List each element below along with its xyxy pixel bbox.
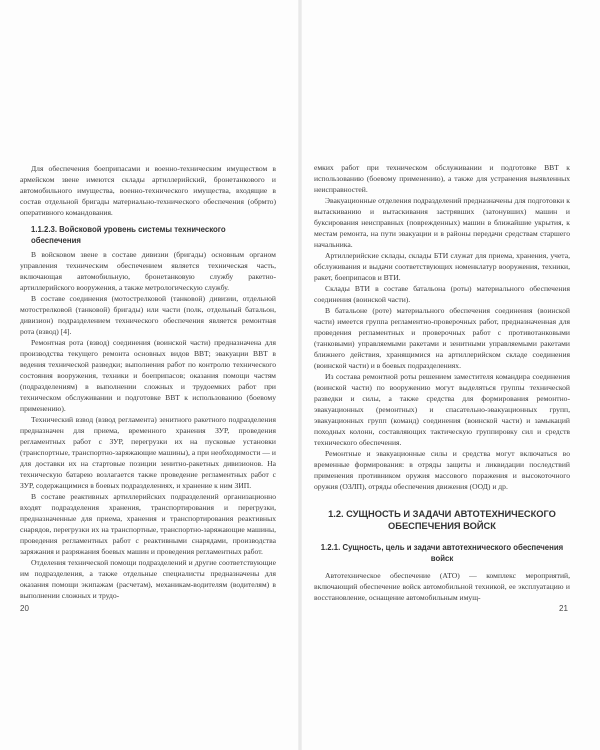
paragraph: Автотехническое обеспечение (АТО) — комплекс мероприятий, включающий обеспечение войск автомобильной техникой, ее эксплуатацию и восстановление, оснащение автомобильным имущ- (314, 571, 570, 602)
left-page-column (20, 163, 276, 601)
paragraph: Ремонтные и эвакуационные силы и средства могут включаться во временные формирования: в отряды защиты и ликвидации последствий применения противником оружия массового поражения и высокоточного оружия (ОЗЛП), отряды обеспечения движения (ООД) и др. (314, 449, 570, 491)
paragraph: Для обеспечения боеприпасами и военно-техническим имуществом в армейском звене имеются склады артиллерийский, бронетанкового и автомобильного имущества, военно-технического имущества, входящие в состав отдельной бригады материально-технического обеспечения (обрмто) оперативного командования. (20, 164, 276, 217)
page-number: 20 (20, 604, 29, 613)
book-gutter (298, 0, 302, 750)
page-number: 21 (559, 604, 568, 613)
paragraph: Склады ВТИ в составе батальона (роты) материального обеспечения соединения (воинской части). (314, 284, 570, 304)
paragraph: В батальоне (роте) материального обеспечения соединения (воинской части) имеется группа регламентно-проверочных работ, предназначенная для проведения регламентных и проверочных работ с противотанковыми (танковыми) управляемыми ракетами и зенитными управляемыми ракетами ближнего действия, хранящимися на артиллерийском складе соединения (воинской части) и в боевых подразделениях. (314, 306, 570, 370)
paragraph: емких работ при техническом обслуживании и подготовке ВВТ к использованию (боевому применению), а также для устранения выявленных неисправностей. (314, 163, 570, 194)
chapter-section-heading: 1.2. СУЩНОСТЬ И ЗАДАЧИ АВТОТЕХНИЧЕСКОГО ОБЕСПЕЧЕНИЯ ВОЙСК (328, 509, 556, 531)
paragraph: Ремонтная рота (взвод) соединения (воинской части) предназначена для производства текущего ремонта основных видов ВВТ; эвакуации ВВТ в ведения технической разведки; выполнения работ по контролю технического состояния вооружения, техники и боеприпасов; оказания помощи частям (подразделениям) в выполнении сложных и трудоемких работ при техническом обслуживании и подготовке ВВТ к использованию (боевому применению). (20, 338, 276, 413)
paragraph: В составе реактивных артиллерийских подразделений организационно входят подразделения хранения, транспортирования и перегрузки, предназначенные для приема, хранения и транспортирования реактивных снарядов, перегрузки их на транспортные, транспортно-заряжающие машины, проведения регламентных работ с реактивными снарядами, производства заряжания и разряжания боевых машин и проведения регламентных работ. (20, 492, 276, 556)
paragraph: Эвакуационные отделения подразделений предназначены для подготовки к вытаскиванию и вытаскивания застрявших (затонувших) машин и буксирования неисправных (поврежденных) машин в ближайшие укрытия, к местам ремонта, на пути эвакуации и в районы передачи средствам старшего начальника. (314, 196, 570, 249)
subsection-heading: 1.2.1. Сущность, цель и задачи автотехнического обеспечения войск (320, 543, 564, 563)
section-heading: 1.1.2.3. Войсковой уровень системы технического обеспечения (31, 225, 226, 245)
paragraph: Из состава ремонтной роты решением заместителя командира соединения (воинской части) по вооружению могут выделяться группы технической разведки и силы, а также средства для формирования ремонтно-эвакуационных (ремонтных) и спасательно-эвакуационных групп, эвакуационных групп (команд) соединения (воинской части) и замыкаций походных колонн, составляющих тактическую группировку сил и средств технического обеспечения. (314, 372, 570, 447)
paragraph: В составе соединения (мотострелковой (танковой) дивизии, отдельной мотострелковой (танковой) бригады) или части (полк, отдельный батальон, дивизион) подразделением технического обеспечения является ремонтная рота (взвод) [4]. (20, 294, 276, 336)
right-page-column (314, 162, 570, 603)
paragraph: Отделения технической помощи подразделений и другие соответствующие им подразделения, а также отдельные специалисты предназначены для оказания помощи экипажам (расчетам), механикам-водителям (водителям) в выполнении сложных и трудо- (20, 558, 276, 600)
paragraph: Технический взвод (взвод регламента) зенитного ракетного подразделения предназначен для приема, временного хранения ЗУР, проведения регламентных работ с ЗУР, перегрузки их на пусковые установки (транспортные, транспортно-заряжающие машины), а при необходимости — и для доставки их на стартовые позиции зенитно-ракетных дивизионов. На техническую батарею возлагается также проведение регламентных работ с ЗУР, содержащимися в боевых подразделениях, и хранение к ним ЗИП. (20, 415, 276, 490)
paragraph: Артиллерийские склады, склады БТИ служат для приема, хранения, учета, обслуживания и выдачи соответствующих номенклатур вооружения, техники, ракет, боеприпасов и ВТИ. (314, 251, 570, 282)
paragraph: В войсковом звене в составе дивизии (бригады) основным органом управления техническим обеспечением является техническая часть, включающая автомобильную, бронетанковую службу ракетно-артиллерийского вооружения, а также метрологическую службу. (20, 250, 276, 292)
